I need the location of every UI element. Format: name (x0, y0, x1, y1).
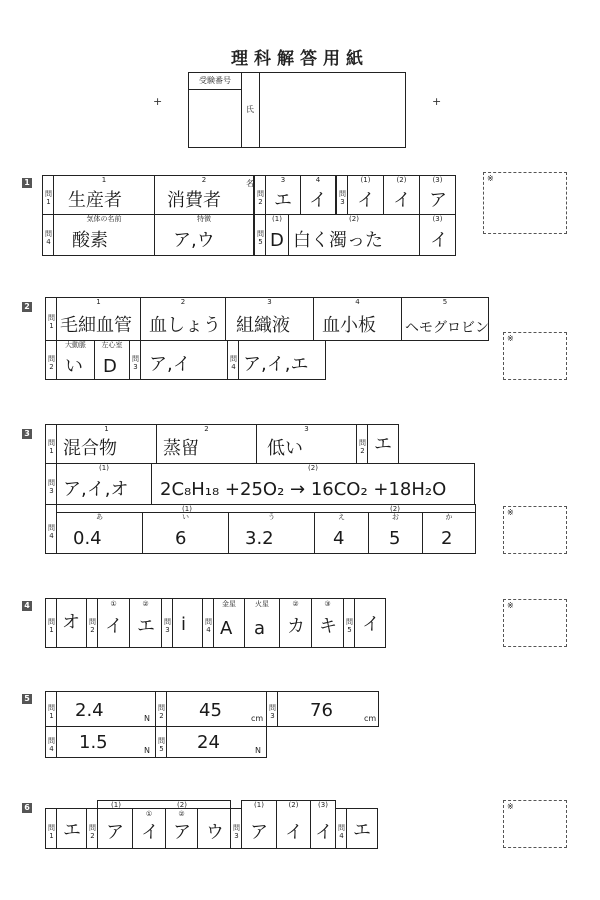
answer-cell[interactable] (346, 808, 378, 849)
sub-header: (2) (308, 464, 318, 472)
exam-number-field[interactable] (189, 89, 242, 147)
answer-text: カ (287, 616, 305, 637)
sub-header: (1) (272, 215, 282, 223)
section-number-1: 1 (22, 178, 32, 188)
score-box-6 (503, 800, 567, 848)
answer-text: イ (309, 190, 327, 211)
answer-text: ア,イ (149, 354, 191, 375)
answer-text: ア,ウ (173, 230, 215, 251)
answer-cell[interactable] (142, 512, 229, 554)
answer-text: エ (374, 434, 392, 455)
question-label: 問2 (257, 190, 264, 206)
answer-text: ア,イ,エ (243, 354, 309, 375)
answer-text: イ (105, 616, 123, 637)
answer-cell[interactable] (265, 214, 289, 256)
question-label: 問2 (89, 618, 96, 634)
sub-header: あ (96, 513, 103, 521)
answer-text: 毛細血管 (60, 315, 132, 336)
sub-header: 3 (304, 425, 309, 433)
answer-cell[interactable] (383, 175, 420, 215)
answer-text: ア (106, 822, 124, 843)
answer-cell[interactable] (419, 214, 456, 256)
answer-text: エ (353, 820, 371, 841)
unit-label: cm (364, 714, 377, 723)
answer-cell[interactable] (56, 340, 95, 380)
answer-text: エ (63, 820, 81, 841)
answer-text: 76 (310, 700, 333, 721)
group-header: (2) (390, 505, 400, 513)
answer-cell[interactable] (53, 214, 155, 256)
answer-text: ウ (206, 822, 224, 843)
score-mark: ※ (487, 174, 494, 183)
sub-header: 4 (315, 176, 321, 184)
sub-header: (3) (318, 801, 328, 809)
answer-cell[interactable] (238, 340, 326, 380)
answer-cell[interactable] (97, 808, 133, 849)
answer-cell[interactable] (132, 808, 166, 849)
sub-header: (3) (432, 215, 443, 223)
answer-cell[interactable] (228, 512, 315, 554)
answer-text: エ (137, 616, 155, 637)
answer-text: ア (173, 822, 191, 843)
question-label: 問3 (339, 190, 346, 206)
answer-cell[interactable] (53, 175, 155, 215)
answer-text: 生産者 (68, 190, 122, 211)
sub-header: (2) (349, 215, 359, 223)
answer-cell[interactable] (56, 808, 87, 849)
score-box-1 (483, 172, 567, 234)
score-mark: ※ (507, 334, 514, 343)
answer-text: オ (62, 612, 80, 633)
sub-header: 1 (96, 298, 101, 306)
answer-text: 組織液 (236, 315, 290, 336)
section-number-3: 3 (22, 429, 32, 439)
registration-mark-right: + (432, 95, 442, 108)
sub-header: 4 (355, 298, 360, 306)
answer-text: ヘモグロビン (405, 320, 489, 336)
answer-cell[interactable] (154, 175, 254, 215)
sub-header: (1) (254, 801, 264, 809)
answer-text: ア (250, 822, 268, 843)
sub-header: 2 (201, 176, 207, 184)
question-label: 問1 (48, 439, 55, 455)
answer-text: 1.5 (79, 732, 108, 753)
question-label: 問4 (45, 230, 52, 246)
answer-cell[interactable] (244, 598, 280, 648)
sub-header: 3 (280, 176, 286, 184)
section-number-5: 5 (22, 694, 32, 704)
group-header: (2) (177, 801, 187, 809)
sub-header: 2 (180, 298, 186, 306)
question-label: 問1 (48, 618, 55, 634)
sub-header: 気体の名前 (86, 215, 122, 223)
question-label: 問4 (205, 618, 212, 634)
question-label: 問3 (48, 479, 55, 495)
answer-text: 混合物 (63, 438, 117, 459)
answer-cell[interactable] (265, 175, 301, 215)
sub-header: ① (145, 810, 153, 818)
answer-text: 血小板 (322, 315, 376, 336)
answer-cell[interactable] (129, 598, 162, 648)
answer-cell[interactable] (347, 175, 384, 215)
name-field[interactable] (259, 73, 406, 147)
answer-cell[interactable] (197, 808, 231, 849)
answer-cell[interactable] (277, 691, 379, 727)
answer-cell[interactable] (256, 424, 357, 464)
question-label: 問5 (346, 618, 353, 634)
question-label: 問2 (48, 355, 55, 371)
sub-header: 1 (101, 176, 107, 184)
score-box-2 (503, 332, 567, 380)
score-mark: ※ (507, 802, 514, 811)
question-label: 問3 (164, 618, 171, 634)
group-header: (1) (182, 505, 192, 513)
sub-header: 特徴 (197, 215, 211, 223)
answer-cell[interactable] (276, 800, 311, 849)
answer-text: ア,イ,オ (63, 479, 129, 500)
answer-text: イ (285, 822, 303, 843)
score-box-4 (503, 599, 567, 647)
answer-cell[interactable] (154, 214, 254, 256)
sub-header: 大動脈 (65, 341, 86, 349)
answer-text: イ (393, 190, 411, 211)
answer-cell[interactable] (172, 598, 203, 648)
question-label: 問1 (48, 824, 55, 840)
question-label: 問1 (48, 314, 55, 330)
answer-text: i (181, 614, 187, 635)
question-label: 問2 (359, 439, 366, 455)
sub-header: ② (292, 600, 299, 608)
answer-text: 低い (267, 438, 303, 459)
sub-header: い (182, 513, 189, 521)
answer-cell[interactable] (310, 800, 336, 849)
unit-label: N (255, 746, 261, 755)
section-number-4: 4 (22, 601, 32, 611)
answer-cell[interactable] (241, 800, 277, 849)
answer-text: イ (141, 822, 159, 843)
answer-text: イ (357, 190, 375, 211)
answer-text: 24 (197, 732, 220, 753)
answer-cell[interactable] (56, 598, 87, 648)
answer-cell[interactable] (213, 598, 245, 648)
sub-header: ② (142, 600, 149, 608)
answer-text: D (103, 356, 117, 377)
answer-cell[interactable] (279, 598, 312, 648)
answer-text: a (254, 618, 266, 639)
answer-cell[interactable] (314, 512, 369, 554)
answer-text: 2 (441, 528, 453, 549)
answer-cell[interactable] (354, 598, 386, 648)
sub-header: 1 (104, 425, 109, 433)
sub-header: (1) (360, 176, 371, 184)
answer-cell[interactable] (156, 424, 257, 464)
answer-cell[interactable] (56, 463, 152, 505)
section-number-2: 2 (22, 302, 32, 312)
answer-cell[interactable] (151, 463, 475, 505)
answer-cell[interactable] (140, 340, 228, 380)
question-label: 問4 (48, 524, 55, 540)
answer-cell[interactable] (288, 214, 420, 256)
sub-header: 火星 (255, 600, 269, 608)
section-number-6: 6 (22, 803, 32, 813)
answer-text: イ (362, 614, 380, 635)
sub-header: お (392, 513, 399, 521)
unit-label: N (144, 714, 150, 723)
sub-header: 左心室 (101, 341, 123, 349)
answer-cell[interactable] (422, 512, 476, 554)
sub-header: 5 (442, 298, 448, 306)
answer-text: 6 (175, 528, 187, 549)
answer-cell[interactable] (368, 512, 423, 554)
answer-text: D (270, 230, 284, 251)
answer-text: イ (430, 230, 448, 251)
name-label: 氏 名 (246, 105, 254, 188)
score-mark: ※ (507, 601, 514, 610)
question-label: 問4 (48, 737, 55, 753)
sub-header: ② (178, 810, 185, 818)
question-label: 問4 (338, 824, 345, 840)
answer-cell[interactable] (94, 340, 130, 380)
answer-cell[interactable] (97, 598, 130, 648)
answer-text: い (65, 356, 83, 377)
answer-text: エ (274, 190, 292, 211)
answer-text: 血しょう (149, 315, 221, 336)
sub-header: (1) (99, 464, 109, 472)
page-title: 理科解答用紙 (231, 49, 369, 69)
answer-cell[interactable] (419, 175, 456, 215)
student-info-box (188, 72, 406, 188)
score-box-3 (503, 506, 567, 554)
answer-cell[interactable] (401, 297, 489, 341)
sub-header: う (268, 513, 275, 521)
question-label: 問1 (48, 704, 55, 720)
exam-number-label: 受験番号 (189, 73, 242, 90)
answer-cell[interactable] (56, 424, 157, 464)
answer-text: 4 (333, 528, 345, 549)
answer-text: 酸素 (72, 230, 108, 251)
question-label: 問2 (89, 824, 96, 840)
answer-text: イ (315, 822, 333, 843)
answer-cell[interactable] (166, 726, 267, 758)
answer-cell[interactable] (300, 175, 336, 215)
answer-cell[interactable] (311, 598, 344, 648)
sub-header: ① (110, 600, 117, 608)
answer-cell[interactable] (165, 808, 198, 849)
sub-header: 金星 (222, 600, 236, 608)
answer-cell[interactable] (225, 297, 314, 341)
answer-cell[interactable] (56, 726, 156, 758)
question-label: 問3 (132, 355, 139, 371)
answer-text: 白く濁った (293, 230, 383, 251)
answer-text: 蒸留 (163, 438, 199, 459)
question-label: 問1 (45, 190, 52, 206)
answer-cell[interactable] (140, 297, 226, 341)
sub-header: え (338, 513, 345, 521)
sub-header: か (445, 513, 453, 521)
answer-text: 0.4 (73, 528, 102, 549)
sub-header: (3) (432, 176, 443, 184)
question-label: 問2 (158, 704, 165, 720)
answer-text: 45 (199, 700, 222, 721)
registration-mark-left: + (153, 95, 163, 108)
unit-label: cm (251, 714, 264, 723)
sub-header: 3 (267, 298, 272, 306)
sub-header: (2) (396, 176, 407, 184)
sub-header: (2) (288, 801, 299, 809)
question-label: 問5 (257, 230, 264, 246)
answer-text: 2.4 (75, 700, 104, 721)
answer-cell[interactable] (166, 691, 267, 727)
question-label: 問3 (269, 704, 276, 720)
score-mark: ※ (507, 508, 514, 517)
group-header: (1) (111, 801, 121, 809)
answer-text: 3.2 (245, 528, 274, 549)
answer-text: 消費者 (167, 190, 221, 211)
answer-cell[interactable] (56, 512, 143, 554)
answer-cell[interactable] (313, 297, 402, 341)
answer-text: 2C₈H₁₈ +25O₂ → 16CO₂ +18H₂O (160, 479, 447, 500)
unit-label: N (144, 746, 150, 755)
answer-cell[interactable] (56, 297, 141, 341)
answer-cell[interactable] (367, 424, 399, 464)
answer-text: キ (319, 616, 337, 637)
answer-text: 5 (389, 528, 401, 549)
answer-text: ア (429, 190, 447, 211)
answer-text: A (220, 618, 233, 639)
answer-cell[interactable] (56, 691, 156, 727)
question-label: 問5 (158, 737, 165, 753)
question-label: 問3 (233, 824, 240, 840)
sub-header: ③ (324, 600, 331, 608)
sub-header: 2 (204, 425, 209, 433)
question-label: 問4 (230, 355, 237, 371)
